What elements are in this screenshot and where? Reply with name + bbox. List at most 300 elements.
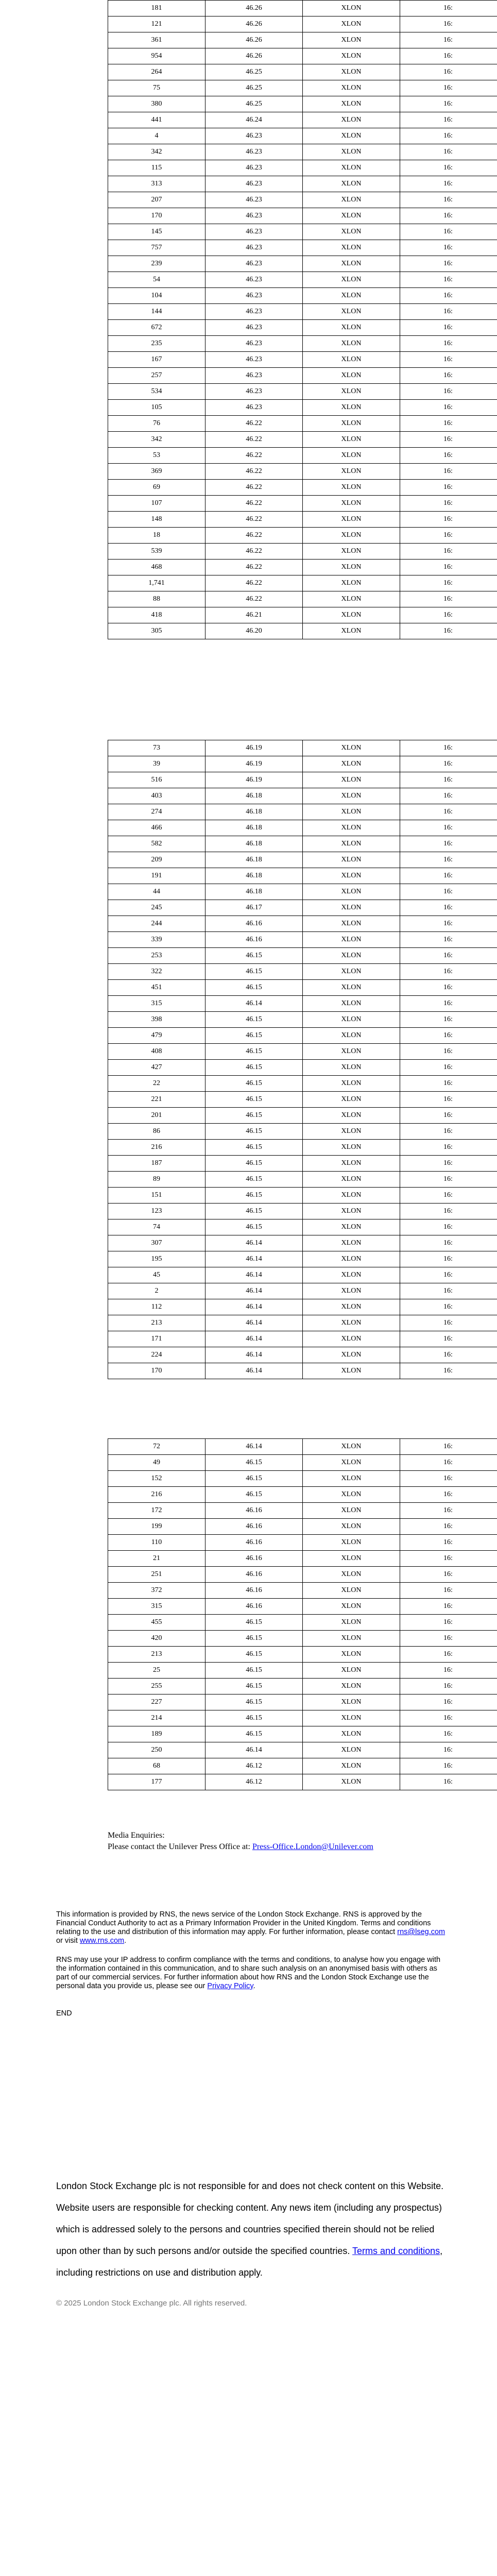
time-cell: 16: <box>400 884 497 900</box>
volume-cell: 250 <box>108 1742 205 1758</box>
price-cell: 46.18 <box>205 804 303 820</box>
price-cell: 46.15 <box>205 1060 303 1076</box>
price-cell: 46.22 <box>205 512 303 528</box>
venue-cell: XLON <box>303 964 400 980</box>
table-row <box>108 980 497 996</box>
time-cell: 16: <box>400 756 497 772</box>
price-cell: 46.19 <box>205 756 303 772</box>
price-cell: 46.14 <box>205 1363 303 1379</box>
price-cell: 46.14 <box>205 1742 303 1758</box>
time-cell: 16: <box>400 1060 497 1076</box>
volume-cell: 274 <box>108 804 205 820</box>
table-row <box>108 575 497 591</box>
table-row <box>108 1076 497 1092</box>
time-cell: 16: <box>400 528 497 544</box>
table-row <box>108 804 497 820</box>
venue-cell: XLON <box>303 192 400 208</box>
price-cell: 46.23 <box>205 176 303 192</box>
time-cell: 16: <box>400 400 497 416</box>
price-cell: 46.17 <box>205 900 303 916</box>
volume-cell: 191 <box>108 868 205 884</box>
table-row <box>108 1363 497 1379</box>
transactions-table-1 <box>108 0 497 639</box>
rns-ip-paragraph <box>56 1956 445 1991</box>
table-row <box>108 852 497 868</box>
price-cell: 46.18 <box>205 852 303 868</box>
media-heading: Media Enquiries: <box>108 1831 165 1840</box>
time-cell: 16: <box>400 1758 497 1774</box>
price-cell: 46.14 <box>205 1315 303 1331</box>
volume-cell: 466 <box>108 820 205 836</box>
table-row <box>108 1204 497 1219</box>
rns-info-paragraph <box>56 1910 445 1945</box>
table-row <box>108 544 497 560</box>
time-cell: 16: <box>400 1235 497 1251</box>
table-row <box>108 1 497 16</box>
table-row <box>108 192 497 208</box>
venue-cell: XLON <box>303 352 400 368</box>
price-cell: 46.16 <box>205 1535 303 1551</box>
venue-cell: XLON <box>303 1487 400 1503</box>
table-row <box>108 224 497 240</box>
venue-cell: XLON <box>303 160 400 176</box>
venue-cell: XLON <box>303 756 400 772</box>
table-row <box>108 916 497 932</box>
venue-cell: XLON <box>303 980 400 996</box>
price-cell: 46.15 <box>205 1028 303 1044</box>
time-cell: 16: <box>400 964 497 980</box>
table-row <box>108 1347 497 1363</box>
venue-cell: XLON <box>303 1503 400 1519</box>
time-cell: 16: <box>400 96 497 112</box>
volume-cell: 455 <box>108 1615 205 1631</box>
time-cell: 16: <box>400 1315 497 1331</box>
venue-cell: XLON <box>303 1647 400 1663</box>
venue-cell: XLON <box>303 256 400 272</box>
venue-cell: XLON <box>303 1299 400 1315</box>
time-cell: 16: <box>400 1140 497 1156</box>
venue-cell: XLON <box>303 512 400 528</box>
time-cell: 16: <box>400 900 497 916</box>
price-cell: 46.14 <box>205 1347 303 1363</box>
price-cell: 46.23 <box>205 384 303 400</box>
transactions-table-body <box>108 1 497 639</box>
table-row <box>108 144 497 160</box>
venue-cell: XLON <box>303 208 400 224</box>
venue-cell: XLON <box>303 1439 400 1455</box>
volume-cell: 170 <box>108 1363 205 1379</box>
venue-cell: XLON <box>303 1028 400 1044</box>
time-cell: 16: <box>400 48 497 64</box>
venue-cell: XLON <box>303 932 400 948</box>
venue-cell: XLON <box>303 480 400 496</box>
time-cell: 16: <box>400 1710 497 1726</box>
volume-cell: 313 <box>108 176 205 192</box>
volume-cell: 451 <box>108 980 205 996</box>
volume-cell: 201 <box>108 1108 205 1124</box>
volume-cell: 39 <box>108 756 205 772</box>
venue-cell: XLON <box>303 1204 400 1219</box>
volume-cell: 49 <box>108 1455 205 1471</box>
time-cell: 16: <box>400 1679 497 1694</box>
volume-cell: 227 <box>108 1694 205 1710</box>
price-cell: 46.14 <box>205 1299 303 1315</box>
venue-cell: XLON <box>303 1567 400 1583</box>
table-row <box>108 112 497 128</box>
price-cell: 46.16 <box>205 1583 303 1599</box>
volume-cell: 245 <box>108 900 205 916</box>
table-row <box>108 480 497 496</box>
time-cell: 16: <box>400 1299 497 1315</box>
price-cell: 46.16 <box>205 916 303 932</box>
time-cell: 16: <box>400 788 497 804</box>
table-row <box>108 1455 497 1471</box>
transactions-table-body <box>108 740 497 1379</box>
media-contact <box>108 1841 373 1853</box>
venue-cell: XLON <box>303 1267 400 1283</box>
venue-cell: XLON <box>303 1315 400 1331</box>
table-row <box>108 623 497 639</box>
volume-cell: 74 <box>108 1219 205 1235</box>
time-cell: 16: <box>400 32 497 48</box>
table-row <box>108 868 497 884</box>
table-row <box>108 240 497 256</box>
venue-cell: XLON <box>303 1363 400 1379</box>
volume-cell: 207 <box>108 192 205 208</box>
venue-cell: XLON <box>303 804 400 820</box>
transactions-table-2 <box>108 740 497 1379</box>
table-row <box>108 1188 497 1204</box>
table-row <box>108 1108 497 1124</box>
venue-cell: XLON <box>303 900 400 916</box>
venue-cell: XLON <box>303 884 400 900</box>
venue-cell: XLON <box>303 176 400 192</box>
table-row <box>108 1535 497 1551</box>
time-cell: 16: <box>400 1267 497 1283</box>
venue-cell: XLON <box>303 416 400 432</box>
price-cell: 46.15 <box>205 1156 303 1172</box>
privacy-policy-link[interactable]: Privacy Policy <box>207 1982 253 1990</box>
table-row <box>108 528 497 544</box>
time-cell: 16: <box>400 1188 497 1204</box>
volume-cell: 420 <box>108 1631 205 1647</box>
table-row <box>108 836 497 852</box>
transactions-table-3 <box>108 1438 497 1790</box>
volume-cell: 152 <box>108 1471 205 1487</box>
volume-cell: 45 <box>108 1267 205 1283</box>
price-cell: 46.23 <box>205 240 303 256</box>
venue-cell: XLON <box>303 496 400 512</box>
volume-cell: 195 <box>108 1251 205 1267</box>
table-row <box>108 1647 497 1663</box>
volume-cell: 104 <box>108 288 205 304</box>
time-cell: 16: <box>400 868 497 884</box>
time-cell: 16: <box>400 320 497 336</box>
volume-cell: 315 <box>108 996 205 1012</box>
table-row <box>108 64 497 80</box>
price-cell: 46.18 <box>205 788 303 804</box>
price-cell: 46.26 <box>205 1 303 16</box>
table-row <box>108 772 497 788</box>
table-row <box>108 128 497 144</box>
venue-cell: XLON <box>303 1774 400 1790</box>
venue-cell: XLON <box>303 544 400 560</box>
time-cell: 16: <box>400 160 497 176</box>
venue-cell: XLON <box>303 1283 400 1299</box>
venue-cell: XLON <box>303 1044 400 1060</box>
price-cell: 46.18 <box>205 836 303 852</box>
table-row <box>108 384 497 400</box>
time-cell: 16: <box>400 948 497 964</box>
time-cell: 16: <box>400 607 497 623</box>
venue-cell: XLON <box>303 1742 400 1758</box>
price-cell: 46.24 <box>205 112 303 128</box>
table-row <box>108 1726 497 1742</box>
disclaimer-text-2: , including restrictions on use and distribution apply. <box>56 2246 443 2278</box>
venue-cell: XLON <box>303 80 400 96</box>
table-row <box>108 1471 497 1487</box>
price-cell: 46.15 <box>205 964 303 980</box>
venue-cell: XLON <box>303 1694 400 1710</box>
price-cell: 46.18 <box>205 868 303 884</box>
volume-cell: 170 <box>108 208 205 224</box>
table-row <box>108 1299 497 1315</box>
price-cell: 46.23 <box>205 272 303 288</box>
venue-cell: XLON <box>303 16 400 32</box>
table-row <box>108 288 497 304</box>
price-cell: 46.26 <box>205 32 303 48</box>
venue-cell: XLON <box>303 464 400 480</box>
time-cell: 16: <box>400 304 497 320</box>
time-cell: 16: <box>400 1503 497 1519</box>
terms-and-conditions-link[interactable]: Terms and conditions <box>352 2246 440 2256</box>
volume-cell: 264 <box>108 64 205 80</box>
table-row <box>108 1267 497 1283</box>
volume-cell: 21 <box>108 1551 205 1567</box>
price-cell: 46.18 <box>205 884 303 900</box>
press-office-email-link[interactable]: Press-Office.London@Unilever.com <box>252 1842 373 1851</box>
time-cell: 16: <box>400 820 497 836</box>
rns-email-link[interactable]: rns@lseg.com <box>397 1928 445 1936</box>
volume-cell: 582 <box>108 836 205 852</box>
table-row <box>108 1092 497 1108</box>
venue-cell: XLON <box>303 788 400 804</box>
time-cell: 16: <box>400 1694 497 1710</box>
time-cell: 16: <box>400 480 497 496</box>
price-cell: 46.23 <box>205 144 303 160</box>
venue-cell: XLON <box>303 240 400 256</box>
venue-cell: XLON <box>303 1219 400 1235</box>
price-cell: 46.15 <box>205 1471 303 1487</box>
price-cell: 46.23 <box>205 128 303 144</box>
venue-cell: XLON <box>303 1235 400 1251</box>
price-cell: 46.22 <box>205 544 303 560</box>
venue-cell: XLON <box>303 1679 400 1694</box>
venue-cell: XLON <box>303 1140 400 1156</box>
volume-cell: 539 <box>108 544 205 560</box>
venue-cell: XLON <box>303 1535 400 1551</box>
volume-cell: 221 <box>108 1092 205 1108</box>
time-cell: 16: <box>400 740 497 756</box>
price-cell: 46.12 <box>205 1774 303 1790</box>
venue-cell: XLON <box>303 528 400 544</box>
price-cell: 46.15 <box>205 1455 303 1471</box>
time-cell: 16: <box>400 1519 497 1535</box>
price-cell: 46.15 <box>205 980 303 996</box>
price-cell: 46.14 <box>205 1283 303 1299</box>
transactions-table-body <box>108 1439 497 1790</box>
volume-cell: 534 <box>108 384 205 400</box>
venue-cell: XLON <box>303 1726 400 1742</box>
table-row <box>108 496 497 512</box>
rns-ip-text-2: . <box>253 1982 255 1990</box>
volume-cell: 307 <box>108 1235 205 1251</box>
price-cell: 46.23 <box>205 304 303 320</box>
venue-cell: XLON <box>303 1012 400 1028</box>
price-cell: 46.23 <box>205 288 303 304</box>
time-cell: 16: <box>400 432 497 448</box>
table-row <box>108 788 497 804</box>
venue-cell: XLON <box>303 1 400 16</box>
table-row <box>108 48 497 64</box>
table-row <box>108 1315 497 1331</box>
volume-cell: 251 <box>108 1567 205 1583</box>
table-row <box>108 996 497 1012</box>
price-cell: 46.22 <box>205 432 303 448</box>
rns-website-link[interactable]: www.rns.com <box>79 1937 125 1945</box>
volume-cell: 171 <box>108 1331 205 1347</box>
time-cell: 16: <box>400 591 497 607</box>
rns-ip-text: RNS may use your IP address to confirm compliance with the terms and conditions, to analyse how you engage with the information contained in this communication, and to share such analysis on an anonymised basis with others as part of our commercial services. For further information about how RNS and the London Stock Exchange use the personal data you provide us, please see our <box>56 1956 441 1990</box>
volume-cell: 172 <box>108 1503 205 1519</box>
volume-cell: 151 <box>108 1188 205 1204</box>
volume-cell: 305 <box>108 623 205 639</box>
price-cell: 46.16 <box>205 1567 303 1583</box>
time-cell: 16: <box>400 352 497 368</box>
venue-cell: XLON <box>303 272 400 288</box>
table-row <box>108 1487 497 1503</box>
time-cell: 16: <box>400 544 497 560</box>
time-cell: 16: <box>400 1012 497 1028</box>
time-cell: 16: <box>400 1363 497 1379</box>
venue-cell: XLON <box>303 320 400 336</box>
table-row <box>108 1663 497 1679</box>
time-cell: 16: <box>400 192 497 208</box>
rns-info-text: This information is provided by RNS, the news service of the London Stock Exchange. RNS is approved by the Financial Conduct Authority to act as a Primary Information Provider in the United Kingdom. Terms and conditions relating to the use and distribution of this information may apply. For further information, please contact <box>56 1910 431 1936</box>
price-cell: 46.26 <box>205 16 303 32</box>
volume-cell: 403 <box>108 788 205 804</box>
venue-cell: XLON <box>303 432 400 448</box>
table-row <box>108 304 497 320</box>
venue-cell: XLON <box>303 1471 400 1487</box>
volume-cell: 148 <box>108 512 205 528</box>
price-cell: 46.14 <box>205 1439 303 1455</box>
table-row <box>108 320 497 336</box>
price-cell: 46.15 <box>205 1188 303 1204</box>
volume-cell: 361 <box>108 32 205 48</box>
volume-cell: 408 <box>108 1044 205 1060</box>
price-cell: 46.15 <box>205 1487 303 1503</box>
volume-cell: 315 <box>108 1599 205 1615</box>
price-cell: 46.15 <box>205 1204 303 1219</box>
venue-cell: XLON <box>303 1108 400 1124</box>
volume-cell: 427 <box>108 1060 205 1076</box>
disclaimer-text: London Stock Exchange plc is not responsible for and does not check content on this Website. Website users are responsible for checking content. Any news item (including any prospectus) which is addressed solely to the persons and countries specified therein should not be relied upon other than by such persons and/or outside the specified countries. <box>56 2181 444 2256</box>
table-row <box>108 948 497 964</box>
price-cell: 46.14 <box>205 1251 303 1267</box>
time-cell: 16: <box>400 1535 497 1551</box>
price-cell: 46.18 <box>205 820 303 836</box>
volume-cell: 342 <box>108 144 205 160</box>
time-cell: 16: <box>400 368 497 384</box>
table-row <box>108 336 497 352</box>
venue-cell: XLON <box>303 607 400 623</box>
time-cell: 16: <box>400 464 497 480</box>
table-row <box>108 1124 497 1140</box>
venue-cell: XLON <box>303 1188 400 1204</box>
table-row <box>108 900 497 916</box>
time-cell: 16: <box>400 1439 497 1455</box>
volume-cell: 25 <box>108 1663 205 1679</box>
venue-cell: XLON <box>303 448 400 464</box>
venue-cell: XLON <box>303 772 400 788</box>
volume-cell: 672 <box>108 320 205 336</box>
volume-cell: 18 <box>108 528 205 544</box>
table-row <box>108 256 497 272</box>
time-cell: 16: <box>400 1599 497 1615</box>
price-cell: 46.22 <box>205 528 303 544</box>
venue-cell: XLON <box>303 1663 400 1679</box>
venue-cell: XLON <box>303 128 400 144</box>
price-cell: 46.15 <box>205 1219 303 1235</box>
table-row <box>108 1551 497 1567</box>
venue-cell: XLON <box>303 836 400 852</box>
time-cell: 16: <box>400 575 497 591</box>
time-cell: 16: <box>400 1487 497 1503</box>
end-marker: END <box>56 2009 72 2018</box>
price-cell: 46.15 <box>205 1092 303 1108</box>
media-contact-prefix: Please contact the Unilever Press Office at: <box>108 1842 252 1851</box>
price-cell: 46.15 <box>205 1044 303 1060</box>
price-cell: 46.14 <box>205 1235 303 1251</box>
time-cell: 16: <box>400 1028 497 1044</box>
price-cell: 46.14 <box>205 1331 303 1347</box>
venue-cell: XLON <box>303 591 400 607</box>
volume-cell: 68 <box>108 1758 205 1774</box>
table-row <box>108 512 497 528</box>
price-cell: 46.23 <box>205 224 303 240</box>
venue-cell: XLON <box>303 560 400 575</box>
volume-cell: 224 <box>108 1347 205 1363</box>
venue-cell: XLON <box>303 336 400 352</box>
volume-cell: 255 <box>108 1679 205 1694</box>
time-cell: 16: <box>400 80 497 96</box>
table-row <box>108 756 497 772</box>
venue-cell: XLON <box>303 1092 400 1108</box>
table-row <box>108 932 497 948</box>
price-cell: 46.22 <box>205 480 303 496</box>
price-cell: 46.15 <box>205 1124 303 1140</box>
table-row <box>108 400 497 416</box>
price-cell: 46.16 <box>205 1503 303 1519</box>
venue-cell: XLON <box>303 1156 400 1172</box>
time-cell: 16: <box>400 1567 497 1583</box>
time-cell: 16: <box>400 1631 497 1647</box>
table-row <box>108 80 497 96</box>
rns-info-text-2: or visit <box>56 1937 80 1945</box>
volume-cell: 244 <box>108 916 205 932</box>
price-cell: 46.15 <box>205 1615 303 1631</box>
